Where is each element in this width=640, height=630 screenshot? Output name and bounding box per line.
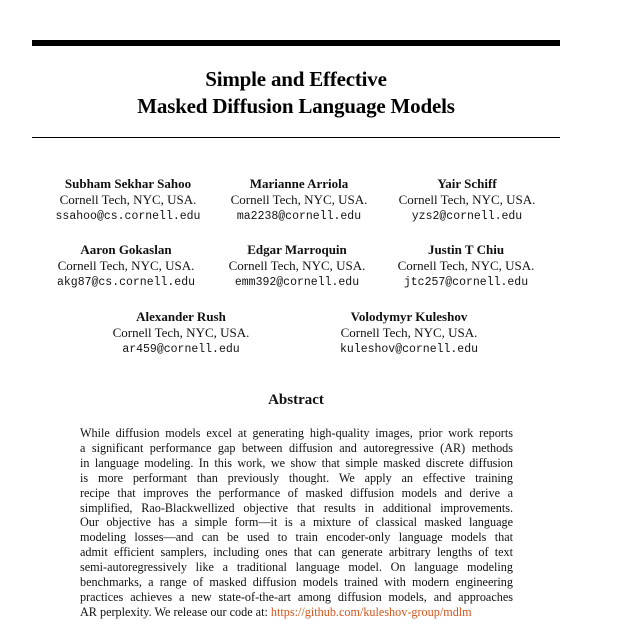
author-block (376, 242, 556, 291)
abstract-last-line (80, 605, 513, 620)
abstract-line: recipe that improves the performance of masked diffusion models and derive a (80, 485, 513, 500)
title-line-1: Simple and Effective (205, 67, 387, 91)
author-affiliation: Cornell Tech, NYC, USA. (397, 258, 535, 273)
title-bottom-rule (32, 137, 560, 138)
author-affiliation: Cornell Tech, NYC, USA. (59, 192, 197, 207)
abstract-line-text: AR perplexity. We release our code at: (80, 604, 271, 619)
abstract-body (80, 426, 513, 620)
abstract-line: While diffusion models excel at generating high-quality images, prior work reports (80, 426, 513, 440)
author-email[interactable]: yzs2@cornell.edu (411, 210, 523, 223)
paper-title (32, 66, 560, 120)
author-name: Alexander Rush (136, 309, 226, 324)
author-block (36, 242, 216, 291)
author-email[interactable]: ar459@cornell.edu (122, 343, 240, 356)
abstract-line: a significant performance gap between diffusion and autoregressive (AR) methods (80, 440, 513, 455)
author-affiliation: Cornell Tech, NYC, USA. (230, 192, 368, 207)
author-email[interactable]: akg87@cs.cornell.edu (56, 276, 196, 289)
author-affiliation: Cornell Tech, NYC, USA. (57, 258, 195, 273)
author-block (38, 176, 218, 225)
code-link[interactable]: https://github.com/kuleshov-group/mdlm (270, 604, 472, 619)
abstract-line: simplified, Rao-Blackwellized objective that results in additional improvements. (80, 500, 513, 515)
abstract-line: practices achieves a new state-of-the-art among diffusion models, and approaches (80, 589, 513, 604)
author-name: Yair Schiff (437, 176, 497, 191)
author-affiliation: Cornell Tech, NYC, USA. (228, 258, 366, 273)
author-email[interactable]: ma2238@cornell.edu (236, 210, 362, 223)
author-block (207, 242, 387, 291)
author-name: Subham Sekhar Sahoo (64, 176, 192, 191)
author-affiliation: Cornell Tech, NYC, USA. (340, 325, 478, 340)
abstract-line: semi-autoregressively like a traditional language model. On language modeling (80, 560, 513, 575)
author-email[interactable]: emm392@cornell.edu (234, 276, 360, 289)
author-affiliation: Cornell Tech, NYC, USA. (112, 325, 250, 340)
abstract-heading: Abstract (268, 392, 324, 408)
author-name: Marianne Arriola (249, 176, 349, 191)
author-affiliation: Cornell Tech, NYC, USA. (398, 192, 536, 207)
author-email[interactable]: ssahoo@cs.cornell.edu (55, 210, 201, 223)
author-name: Volodymyr Kuleshov (350, 309, 468, 324)
author-email[interactable]: jtc257@cornell.edu (403, 276, 529, 289)
abstract-line: is more performant than previously thought. We apply an effective training (80, 470, 513, 485)
abstract-line: Our objective has a simple form—it is a mixture of classical masked language (80, 515, 513, 530)
author-block (377, 176, 557, 225)
top-rule (32, 40, 560, 46)
abstract-line: admit efficient samplers, including ones that can generate arbitrary lengths of text (80, 545, 513, 560)
abstract-line: in language modeling. In this work, we show that simple masked discrete diffusion (80, 455, 513, 470)
title-line-2: Masked Diffusion Language Models (137, 94, 455, 118)
author-email[interactable]: kuleshov@cornell.edu (339, 343, 479, 356)
author-block (209, 176, 389, 225)
abstract-line: modeling losses—and can be used to train encoder-only language models that (80, 530, 513, 545)
author-block (319, 309, 499, 358)
author-name: Justin T Chiu (427, 242, 505, 257)
author-block (91, 309, 271, 358)
author-name: Aaron Gokaslan (80, 242, 172, 257)
abstract-line: benchmarks, a range of masked diffusion models trained with modern engineering (80, 575, 513, 590)
author-name: Edgar Marroquin (247, 242, 347, 257)
